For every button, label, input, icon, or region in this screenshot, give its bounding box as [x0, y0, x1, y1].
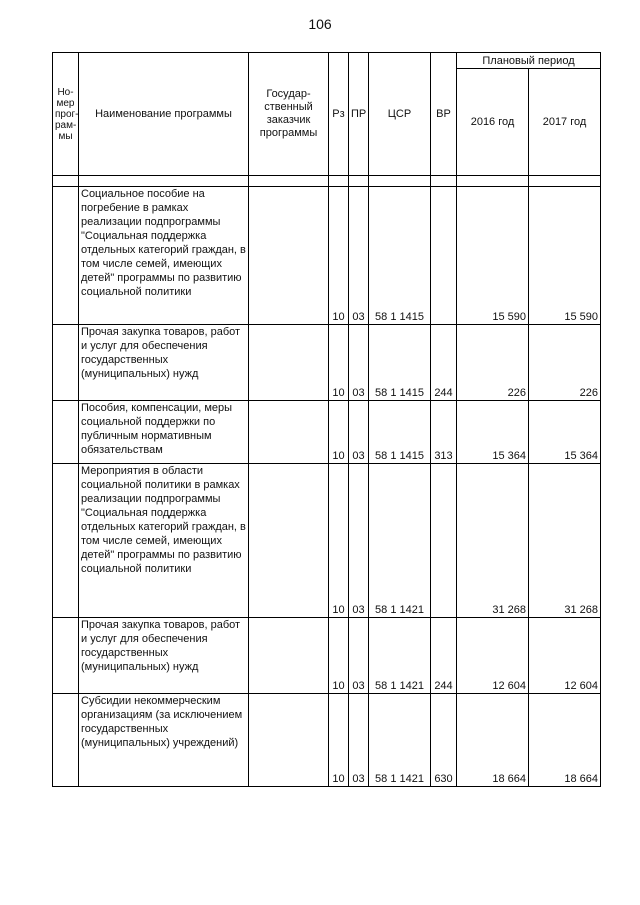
- table-row: [53, 694, 601, 787]
- program-name-cell: Социальное пособие на погребение в рамках реализации подпрограммы "Социальная поддержка отдельных категорий граждан, в том числе семей, имеющих детей" программы по развитию социальной политики: [79, 187, 249, 325]
- vr-cell: 244: [431, 325, 457, 401]
- program-name-cell: Субсидии некоммерческим организациям (за исключением государственных (муниципальных) учреждений): [79, 694, 249, 787]
- amount-2017-cell: 12 604: [529, 618, 601, 694]
- amount-2016-cell: 31 268: [457, 464, 529, 618]
- rz-cell: 10: [329, 187, 349, 325]
- col-header-2016: 2016 год: [457, 69, 529, 176]
- col-header-planned-period: Плановый период: [457, 53, 601, 69]
- program-name-cell: Прочая закупка товаров, работ и услуг для обеспечения государственных (муниципальных) нужд: [79, 325, 249, 401]
- budget-table: [52, 52, 601, 787]
- vr-cell: 630: [431, 694, 457, 787]
- col-header-pr: ПР: [349, 53, 369, 176]
- pr-cell: 03: [349, 187, 369, 325]
- amount-2017-cell: 226: [529, 325, 601, 401]
- pr-cell: 03: [349, 618, 369, 694]
- vr-cell: [431, 464, 457, 618]
- col-header-customer: Государ-ственный заказчик программы: [249, 53, 329, 176]
- rz-cell: 10: [329, 325, 349, 401]
- amount-2016-cell: 226: [457, 325, 529, 401]
- amount-2017-cell: 18 664: [529, 694, 601, 787]
- col-header-name: Наименование программы: [79, 53, 249, 176]
- pr-cell: 03: [349, 325, 369, 401]
- program-name-cell: Мероприятия в области социальной политики в рамках реализации подпрограммы "Социальная поддержка отдельных категорий граждан, в том числе семей, имеющих детей" программы по развитию социальной политики: [79, 464, 249, 618]
- vr-cell: [431, 187, 457, 325]
- amount-2016-cell: 15 590: [457, 187, 529, 325]
- amount-2017-cell: 31 268: [529, 464, 601, 618]
- table-row: [53, 401, 601, 464]
- rz-cell: 10: [329, 464, 349, 618]
- rz-cell: 10: [329, 401, 349, 464]
- table-row: [53, 464, 601, 618]
- csr-cell: 58 1 1421: [369, 618, 431, 694]
- amount-2016-cell: 18 664: [457, 694, 529, 787]
- col-header-vr: ВР: [431, 53, 457, 176]
- vr-cell: 244: [431, 618, 457, 694]
- rz-cell: 10: [329, 618, 349, 694]
- table-row: [53, 618, 601, 694]
- table-row: [53, 187, 601, 325]
- csr-cell: 58 1 1415: [369, 401, 431, 464]
- spacer-row: [53, 176, 601, 187]
- col-header-rz: Рз: [329, 53, 349, 176]
- table-row: [53, 325, 601, 401]
- amount-2017-cell: 15 590: [529, 187, 601, 325]
- csr-cell: 58 1 1421: [369, 694, 431, 787]
- header-row-top: [53, 53, 601, 69]
- vr-cell: 313: [431, 401, 457, 464]
- pr-cell: 03: [349, 694, 369, 787]
- pr-cell: 03: [349, 464, 369, 618]
- amount-2016-cell: 15 364: [457, 401, 529, 464]
- col-header-csr: ЦСР: [369, 53, 431, 176]
- csr-cell: 58 1 1415: [369, 187, 431, 325]
- pr-cell: 03: [349, 401, 369, 464]
- csr-cell: 58 1 1415: [369, 325, 431, 401]
- amount-2017-cell: 15 364: [529, 401, 601, 464]
- program-name-cell: Прочая закупка товаров, работ и услуг для обеспечения государственных (муниципальных) нужд: [79, 618, 249, 694]
- rz-cell: 10: [329, 694, 349, 787]
- program-name-cell: Пособия, компенсации, меры социальной поддержки по публичным нормативным обязательствам: [79, 401, 249, 464]
- col-header-2017: 2017 год: [529, 69, 601, 176]
- col-header-number: Но-мер прог-рам-мы: [53, 53, 79, 176]
- csr-cell: 58 1 1421: [369, 464, 431, 618]
- amount-2016-cell: 12 604: [457, 618, 529, 694]
- page-number: 106: [308, 16, 332, 32]
